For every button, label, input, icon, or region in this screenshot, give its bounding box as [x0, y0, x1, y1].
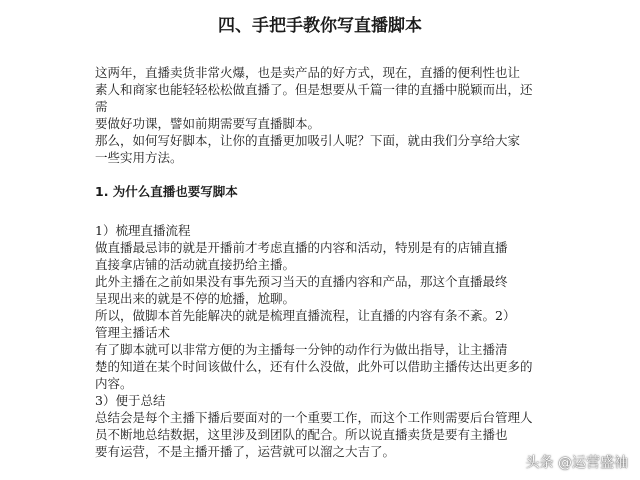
text-line: 此外主播在之前如果没有事先预习当天的直播内容和产品，那这个直播最终: [95, 274, 508, 289]
text-line: 那么，如何写好脚本，让你的直播更加吸引人呢？下面，就由我们分享给大家: [95, 133, 521, 148]
text-line: 员不断地总结数据，这里涉及到团队的配合。所以说直播卖货是要有主播也: [95, 427, 508, 442]
text-line: 有了脚本就可以非常方便的为主播每一分钟的动作行为做出指导，让主播清: [95, 342, 508, 357]
watermark: [526, 452, 628, 472]
text-line: 做直播最忌讳的就是开播前才考虑直播的内容和活动，特别是有的店铺直播: [95, 240, 508, 255]
body-paragraph: [95, 222, 565, 460]
text-line: 素人和商家也能轻轻松松做直播了。但是想要从千篇一律的直播中脱颖而出，还: [95, 82, 533, 97]
text-line: 需: [95, 99, 108, 114]
document-title: 四、手把手教你写直播脚本: [218, 16, 422, 36]
text-line: 内容。: [95, 376, 133, 391]
text-line: 要有运营，不是主播开播了，运营就可以溜之大吉了。: [95, 444, 396, 459]
text-line: 要做好功课，譬如前期需要写直播脚本。: [95, 116, 321, 131]
text-line: 总结会是每个主播下播后要面对的一个重要工作，而这个工作则需要后台管理人: [95, 410, 533, 425]
subheading: 管理主播话术: [95, 325, 171, 340]
text-line: 呈现出来的就是不停的尬播，尬聊。: [95, 291, 296, 306]
intro-paragraph: [95, 64, 565, 166]
text-line: 所以，做脚本首先能解决的就是梳理直播流程，让直播的内容有条不紊。2）: [95, 308, 516, 323]
text-line: 直接拿店铺的活动就直接扔给主播。: [95, 257, 296, 272]
subheading: 3）便于总结: [95, 393, 166, 408]
subheading: 1）梳理直播流程: [95, 223, 191, 238]
section-heading: 1. 为什么直播也要写脚本: [95, 184, 238, 199]
text-line: 这两年，直播卖货非常火爆，也是卖产品的好方式，现在，直播的便利性也让: [95, 65, 521, 80]
watermark-text: 头条 @运营盛袖: [525, 455, 628, 471]
text-line: 楚的知道在某个时间该做什么，还有什么没做，此外可以借助主播传达出更多的: [95, 359, 533, 374]
text-line: 一些实用方法。: [95, 150, 183, 165]
